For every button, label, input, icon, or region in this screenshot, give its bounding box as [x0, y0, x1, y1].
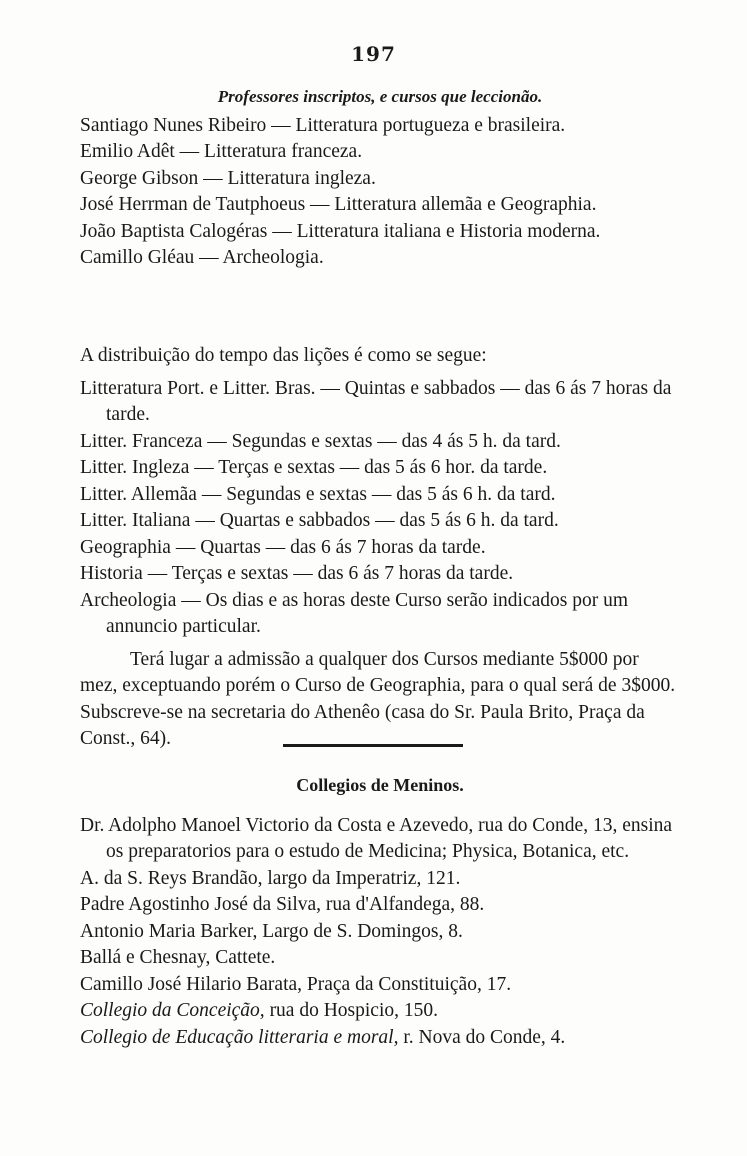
schedule-entry: Historia — Terças e sextas — das 6 ás 7 horas da tarde.: [80, 563, 514, 584]
page-number: 197: [351, 42, 396, 66]
schedule-entry: Litter. Franceza — Segundas e sextas — das 4 ás 5 h. da tard.: [80, 430, 561, 452]
schedule-entry: Litter. Allemãa — Segundas e sextas — das 5 ás 6 h. da tard.: [80, 483, 556, 505]
college-address: r. Nova do Conde, 4.: [403, 1026, 566, 1048]
college-entry: Antonio Maria Barker, Largo de S. Domingos, 8.: [80, 920, 463, 942]
college-entry: Padre Agostinho José da Silva, rua d'Alfandega, 88.: [80, 894, 485, 915]
colleges-title: Collegios de Meninos.: [296, 775, 464, 795]
college-name: Collegio de Educação litteraria e moral,: [80, 1026, 399, 1048]
college-address: rua do Hospicio, 150.: [269, 1000, 438, 1021]
professor-entry: Camillo Gléau — Archeologia.: [80, 247, 324, 268]
professor-entry: George Gibson — Litteratura ingleza.: [80, 167, 376, 189]
college-entry: Camillo José Hilario Barata, Praça da Constituição, 17.: [80, 973, 512, 995]
professor-entry: José Herrman de Tautphoeus — Litteratura allemãa e Geographia.: [80, 194, 597, 215]
college-entry: Dr. Adolpho Manoel Victorio da Costa e Azevedo, rua do Conde, 13, ensina os preparatorios para o estudo de Medicina; Physica, Botanica, etc.: [80, 814, 673, 862]
professors-heading: Professores inscriptos, e cursos que leccionão.: [217, 87, 543, 106]
professors-section: [80, 84, 680, 272]
colleges-section: [80, 772, 680, 1051]
schedule-entry: Archeologia — Os dias e as horas deste Curso serão indicados por um annuncio particular.: [80, 589, 629, 637]
college-name: Collegio da Conceição,: [80, 1000, 265, 1021]
section-divider: [283, 744, 463, 747]
college-entry-italic: [80, 1025, 680, 1052]
schedule-entry: Litteratura Port. e Litter. Bras. — Quintas e sabbados — das 6 ás 7 horas da tarde.: [80, 377, 672, 425]
college-entry: A. da S. Reys Brandão, largo da Imperatriz, 121.: [80, 867, 461, 889]
professor-entry: Emilio Adêt — Litteratura franceza.: [80, 141, 363, 162]
schedule-entry: Geographia — Quartas — das 6 ás 7 horas da tarde.: [80, 536, 486, 558]
schedule-entry: Litter. Italiana — Quartas e sabbados — das 5 ás 6 h. da tard.: [80, 510, 559, 531]
college-entry: Ballá e Chesnay, Cattete.: [80, 947, 276, 968]
professor-entry: Santiago Nunes Ribeiro — Litteratura portugueza e brasileira.: [80, 114, 566, 136]
college-entry-italic: [80, 998, 680, 1025]
schedule-section: [80, 343, 680, 753]
schedule-entry: Litter. Ingleza — Terças e sextas — das 5 ás 6 hor. da tarde.: [80, 457, 548, 478]
admission-paragraph: Terá lugar a admissão a qualquer dos Cursos mediante 5$000 por mez, exceptuando porém o Curso de Geographia, para o qual será de 3$000. Subscreve-se na secretaria do Athenêo (casa do Sr. Paula Brito, Praça da Const., 64).: [80, 648, 676, 749]
professor-entry: João Baptista Calogéras — Litteratura italiana e Historia moderna.: [80, 220, 601, 242]
schedule-intro: A distribuição do tempo das lições é como se segue:: [80, 345, 487, 366]
